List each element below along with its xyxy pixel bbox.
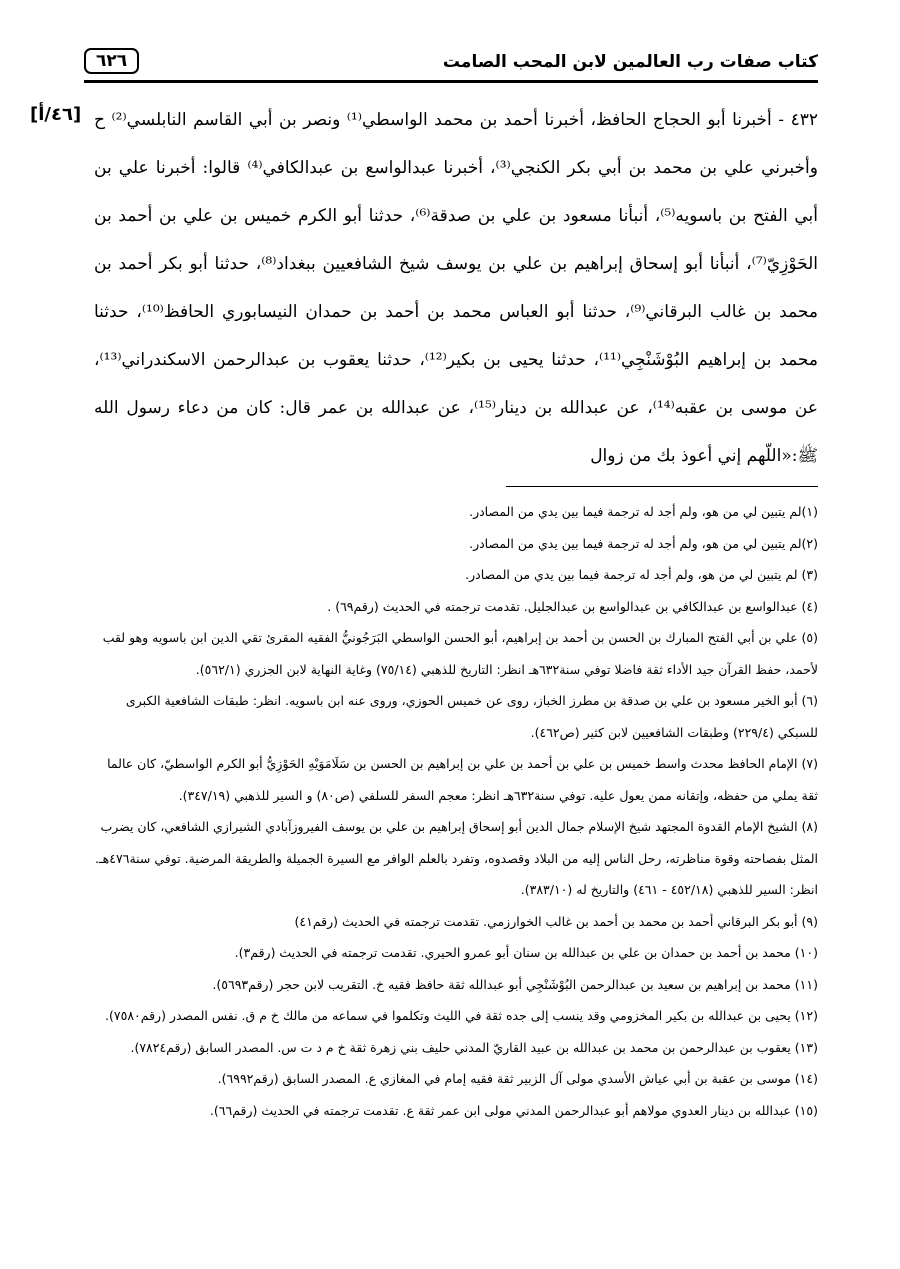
page-number: ٦٢٦: [84, 48, 139, 74]
footnote: (٦) أبو الخير مسعود بن علي بن صدقة بن مطرز الخباز، روى عن خميس الحوزي، وروى عنه ابن باسويه. انظر: طبقات الشافعية الكبرى للسبكي (٢٢٩/٤) وطبقات الشافعيين لابن كثير (ص٤٦٢).: [125, 693, 818, 740]
footnote: (٣) لم يتبين لي من هو، ولم أجد له ترجمة فيما بين يدي من المصادر.: [465, 567, 818, 582]
footnote: (٨) الشيخ الإمام القدوة المجتهد شيخ الإسلام جمال الدين أبو إسحاق إبراهيم بن علي بن يوسف الفيروزآبادي الشيرازي الشافعي، كان يضرب المثل بفصاحته وقوة مناظرته، رحل الناس إليه من البلاد وقصدوه، وتفرد بالعلم الوافر مع السيرة الجميلة والطريقة المرضية. توفي سنة٤٧٦هـ. انظر: السير للذهبي (٤٥٢/١٨ - ٤٦١) والتاريخ له (٣٨٣/١٠).: [95, 819, 818, 897]
footnote: (٧) الإمام الحافظ محدث واسط خميس بن علي بن أحمد بن علي بن إبراهيم بن الحسن بن سَلَامَوَيْهِ الحَوْزِيُّ أبو الكرم الواسطيّ، كان عالما ثقة يملي من حفظه، وإتقانه ممن يعول عليه. توفي سنة٦٣٢هـ انظر: معجم السفر للسلفي (ص٨٠) و السير للذهبي (٣٤٧/١٩).: [107, 756, 818, 803]
footnote: (١١) محمد بن إبراهيم بن سعيد بن عبدالرحمن البُوْشَنْجِي أبو عبدالله ثقة حافظ فقيه خ. التقريب لابن حجر (رقم٥٦٩٣).: [212, 976, 818, 992]
main-text: [94, 96, 818, 480]
book-title: كتاب صفات رب العالمين لابن المحب الصامت: [442, 52, 818, 72]
footnote: (١٠) محمد بن أحمد بن حمدان بن علي بن عبدالله بن سنان أبو عمرو الحيري. تقدمت ترجمته في الحديث (رقم٣).: [234, 945, 818, 960]
footnote: (١٢) يحيى بن عبدالله بن بكير المخزومي وقد ينسب إلى جده ثقة في الليث وتكلموا في سماعه من مالك خ م ق. نفس المصدر (رقم٧٥٨٠).: [105, 1008, 818, 1023]
footnote: (١٣) يعقوب بن عبدالرحمن بن محمد بن عبدالله بن عبيد القاريّ المدني حليف بني زهرة ثقة خ م د ت س. المصدر السابق (رقم٧٨٢٤).: [130, 1039, 818, 1055]
footnote: (٩) أبو بكر البرقاني أحمد بن محمد بن أحمد بن غالب الخوارزمي. تقدمت ترجمته في الحديث (رقم٤١): [294, 913, 818, 929]
footnote: (١٥) عبدالله بن دينار العدوي مولاهم أبو عبدالرحمن المدني مولى ابن عمر ثقة ع. تقدمت ترجمته في الحديث (رقم٦٦).: [209, 1102, 818, 1118]
hadith-paragraph: ٤٣٢ - أخبرنا أبو الحجاج الحافظ، أخبرنا أحمد بن محمد الواسطي⁽¹⁾ ونصر بن أبي القاسم النابلسي⁽²⁾ ح وأخبرني علي بن محمد بن أبي بكر الكنجي⁽³⁾، أخبرنا عبدالواسع بن عبدالكافي⁽⁴⁾ قالوا: أخبرنا علي بن أبي الفتح بن باسويه⁽⁵⁾، أنبأنا مسعود بن علي بن صدقة⁽⁶⁾، حدثنا أبو الكرم خميس بن علي بن أحمد بن الحَوْزِيّ⁽⁷⁾، أنبأنا أبو إسحاق إبراهيم بن علي بن يوسف شيخ الشافعيين ببغداد⁽⁸⁾، حدثنا أبو بكر أحمد بن محمد بن غالب البرقاني⁽⁹⁾، حدثنا أبو العباس محمد بن أحمد بن حمدان النيسابوري الحافظ⁽¹⁰⁾، حدثنا محمد بن إبراهيم البُوْشَنْجِي⁽¹¹⁾، حدثنا يحيى بن بكير⁽¹²⁾، حدثنا يعقوب بن عبدالرحمن الاسكندراني⁽¹³⁾، عن موسى بن عقبه⁽¹⁴⁾، عن عبدالله بن دينار⁽¹⁵⁾، عن عبدالله بن عمر قال: كان من دعاء رسول الله ﷺ:«اللّهم إني أعوذ بك من زوال: [94, 110, 819, 466]
footnote: (١)لم يتبين لي من هو، ولم أجد له ترجمة فيما بين يدي من المصادر.: [469, 504, 818, 519]
footnote: (٥) علي بن أبي الفتح المبارك بن الحسن بن أحمد بن إبراهيم، أبو الحسن الواسطي البَرَجُونيُّ الفقيه المقرئ تقي الدين ابن باسويه وهو لقب لأحمد، حفظ القرآن جيد الأداء ثقة فاضلا توفي سنة٦٣٢هـ انظر: التاريخ للذهبي (٧٥/١٤) وغاية النهاية لابن الجزري (٥٦٢/١).: [102, 630, 818, 677]
footnote-separator: [506, 486, 818, 487]
footnote: (٤) عبدالواسع بن عبدالكافي بن عبدالواسع بن عبدالجليل. تقدمت ترجمته في الحديث (رقم٦٩) .: [327, 598, 818, 614]
footnote: (١٤) موسى بن عقبة بن أبي عياش الأسدي مولى آل الزبير ثقة فقيه إمام في المغازي ع. المصدر السابق (رقم٦٩٩٢).: [217, 1071, 818, 1086]
page-header: [84, 44, 818, 80]
header-rule: [84, 80, 818, 83]
footnotes: [94, 496, 818, 1126]
manuscript-marker: [٤٦/أ]: [30, 104, 82, 125]
footnote: (٢)لم يتبين لي من هو، ولم أجد له ترجمة فيما بين يدي من المصادر.: [469, 535, 818, 551]
